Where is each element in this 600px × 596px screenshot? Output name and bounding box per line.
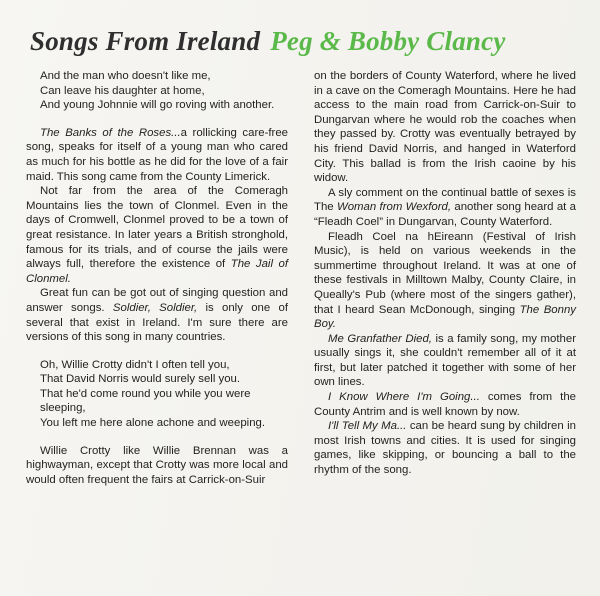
paragraph-woman-from-wexford [314,186,576,230]
paragraph-fleadh-coel [314,230,576,332]
paragraph-text: Fleadh Coel na hEireann (Festival of Irish Music), is held on various weekends in the summertime throughout Ireland. It was at one of these festivals in Milltown Malby, County Claire, in Queally's Pub (where most of the singers gather), that I heard Sean McDonough, singing [314,230,576,316]
paragraph-ill-tell-my-ma [314,419,576,477]
page-title [30,26,574,57]
verse-line: And the man who doesn't like me, [40,70,211,82]
paragraph-soldier-soldier [26,286,288,344]
text-columns [26,69,577,487]
song-title-woman-from-wexford: Woman from Wexford, [336,201,452,214]
song-title-soldier-soldier: Soldier, Soldier, [112,301,198,314]
paragraph-banks-of-the-roses [26,126,288,184]
paragraph-text: Not far from the area of the Comeragh Mountains lies the town of Clonmel. Even in the days of Cromwell, Clonmel proved to be a town of great resistance. In later years a British stronghold, famous for its trials, and of course the jails were always full, therefore the existence of [26,185,288,271]
verse-line: That he'd come round you while you were sleeping, [40,387,251,415]
verse-line: That David Norris would surely sell you. [40,373,241,386]
song-title-me-granfather-died: Me Granfather Died, [328,332,432,345]
paragraph-me-granfather-died [314,332,576,390]
right-column [314,69,576,478]
song-title-bonny-boy: The Bonny Boy. [314,303,577,331]
paragraph-text: is a family song, my mother usually sings it, she couldn't remember all of it at first, but later patched it together with some of her own lines. [314,332,576,389]
song-title-banks-of-the-roses: The Banks of the Roses... [40,126,181,139]
verse-line: And young Johnnie will go roving with another. [40,99,275,112]
paragraph-clonmel [26,184,288,286]
verse-line: Can leave his daughter at home, [40,84,205,97]
song-title-ill-tell-my-ma: I'll Tell My Ma... [328,420,407,433]
paragraph-willie-crotty-continued: on the borders of County Waterford, where he lived in a cave on the Comeragh Mountains. Here he had access to the main road from Carrick-on-Suir to Dungarvan where he would rob the coaches when they passed by. Crotty was eventually betrayed by his friend David Norris, and hanged in Waterford City. This ballad is from the Irish caoine by his widow. [314,70,576,185]
left-column [26,69,288,487]
song-title-i-know-where-im-going: I Know Where I'm Going... [328,391,480,404]
song-title-jail-of-clonmel: The Jail of Clonmel. [26,258,288,285]
paragraph-text: comes from the County Antrim and is well known by now. [314,391,576,418]
verse-line: Oh, Willie Crotty didn't I often tell you, [40,358,230,371]
verse-line: You left me here alone achone and weeping. [40,417,266,430]
paragraph-text: another song heard at a “Fleadh Coel” in Dungarvan, County Waterford. [314,201,576,228]
paragraph-text: a rollicking care-free song, speaks for itself of a young man who cared as much for his bottle as he did for the love of a fair maid. This song came from the County Limerick. [26,126,289,183]
paragraph-willie-crotty: Willie Crotty like Willie Brennan was a highwayman, except that Crotty was more local and would often frequent the fairs at Carrick-on-Suir [26,444,288,486]
album-title: Songs From Ireland [30,26,261,56]
paragraph-text: can be heard sung by children in most Irish towns and cities. It is used for singing games, like skipping, or bouncing a ball to the rhythm of the song. [314,420,576,477]
paragraph-text: is only one of several that exist in Ireland. I'm sure there are versions of this song in many countries. [26,301,289,344]
paragraph-text: A sly comment on the continual battle of sexes is The [314,186,576,214]
paragraph-text: Great fun can be got out of singing question and answer songs. [26,287,288,314]
artist-name: Peg & Bobby Clancy [270,26,506,56]
paragraph-i-know-where-im-going [314,390,576,419]
